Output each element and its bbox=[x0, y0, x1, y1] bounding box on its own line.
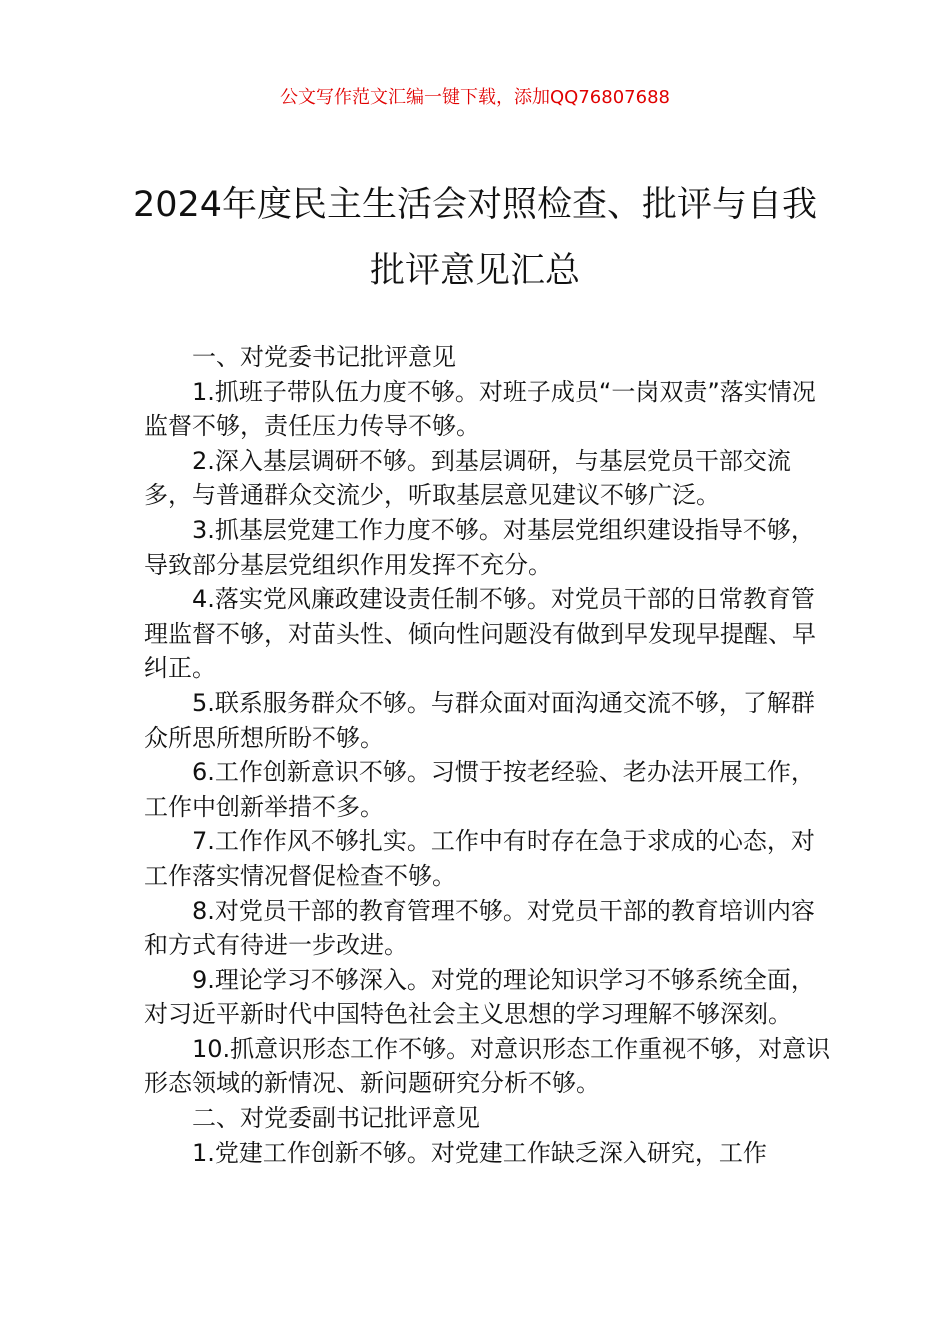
section-heading-2: 二、对党委副书记批评意见 bbox=[192, 1104, 480, 1133]
paragraph-item: 8.对党员干部的教育管理不够。对党员干部的教育培训内容和方式有待进一步改进。 bbox=[144, 896, 815, 960]
header-note: 公文写作范文汇编一键下载，添加QQ76807688 bbox=[280, 87, 670, 108]
section-heading-1: 一、对党委书记批评意见 bbox=[192, 343, 456, 371]
paragraph-item: 1.抓班子带队伍力度不够。对班子成员“一岗双责”落实情况监督不够，责任压力传导不够。 bbox=[144, 377, 816, 441]
document-body bbox=[144, 340, 834, 1170]
paragraph-item: 10.抓意识形态工作不够。对意识形态工作重视不够，对意识形态领域的新情况、新问题研究分析不够。 bbox=[144, 1034, 831, 1098]
paragraph-item: 5.联系服务群众不够。与群众面对面沟通交流不够，了解群众所思所想所盼不够。 bbox=[144, 688, 815, 752]
paragraph-item: 6.工作创新意识不够。习惯于按老经验、老办法开展工作，工作中创新举措不多。 bbox=[144, 758, 815, 821]
document-title: 2024年度民主生活会对照检查、批评与自我批评意见汇总 bbox=[132, 185, 818, 291]
paragraph-item: 2.深入基层调研不够。到基层调研，与基层党员干部交流多，与普通群众交流少，听取基层意见建议不够广泛。 bbox=[144, 446, 791, 510]
paragraph-item: 3.抓基层党建工作力度不够。对基层党组织建设指导不够，导致部分基层党组织作用发挥不充分。 bbox=[144, 515, 815, 579]
paragraph-item: 1.党建工作创新不够。对党建工作缺乏深入研究，工作 bbox=[192, 1138, 767, 1167]
paragraph-item: 9.理论学习不够深入。对党的理论知识学习不够系统全面，对习近平新时代中国特色社会主义思想的学习理解不够深刻。 bbox=[144, 965, 815, 1029]
paragraph-item: 7.工作作风不够扎实。工作中有时存在急于求成的心态，对工作落实情况督促检查不够。 bbox=[144, 827, 815, 890]
paragraph-item: 4.落实党风廉政建设责任制不够。对党员干部的日常教育管理监督不够，对苗头性、倾向性问题没有做到早发现早提醒、早纠正。 bbox=[144, 585, 816, 683]
